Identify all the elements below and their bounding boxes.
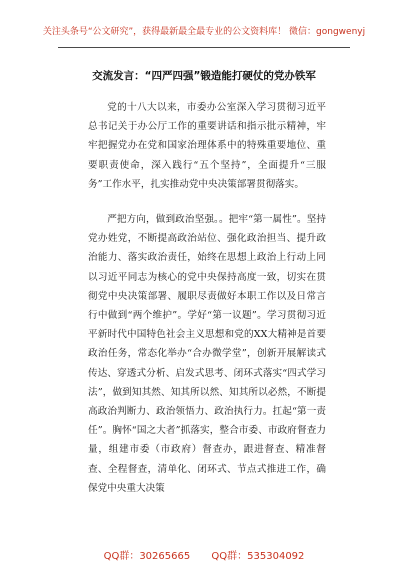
footer-qq-group-2: QQ群：535304092 (211, 551, 305, 562)
footer-qq-groups (0, 547, 408, 562)
document-title: 交流发言：“四严四强”锻造能打硬仗的党办铁军 (92, 70, 316, 82)
header-note: 关注头条号“公文研究”，获得最新最全最专业的公文资料库！ 微信：gongwenyj (42, 27, 366, 37)
paragraph-intro: 党的十八大以来，市委办公室深入学习贯彻习近平总书记关于办公厅工作的重要讲话和指示批示精神，牢牢把握党办在党和国家治理体系中的特殊重要地位、重要职责使命，深入践行“五个坚持”，全面提升“三服务”工作水平，扎实推动党中央决策部署贯彻落实。 (88, 102, 326, 190)
paragraph-political: 严把方向，做到政治坚强。。把牢“第一属性”。坚持党办姓党，不断提高政治站位、强化政治担当、提升政治能力、落实政治责任，始终在思想上政治上行动上同以习近平同志为核心的党中央保持高度一致，切实在贯彻党中央决策部署、履职尽责做好本职工作以及日常言行中做到“两个维护”。学好“第一议题”。学习贯彻习近平新时代中国特色社会主义思想和党的XX大精神是首要政治任务，常态化举办“合办微学堂”，创新开展解读式传达、穿透式分析、启发式思考、闭环式落实“四式学习法”，做到知其然、知其所以然、知其所以必然，不断提高政治判断力、政治领悟力、政治执行力。扛起“第一责任”。胸怀“国之大者”抓落实，整合市委、市政府督查力量，组建市委（市政府）督查办，跟进督查、精准督查、全程督查，清单化、闭环式、节点式推进工作，确保党中央重大决策 (88, 214, 326, 494)
header-divider (58, 47, 350, 48)
footer-qq-group-1: QQ群：30265665 (103, 551, 191, 562)
page-fade (0, 500, 408, 538)
document-body (88, 98, 326, 498)
